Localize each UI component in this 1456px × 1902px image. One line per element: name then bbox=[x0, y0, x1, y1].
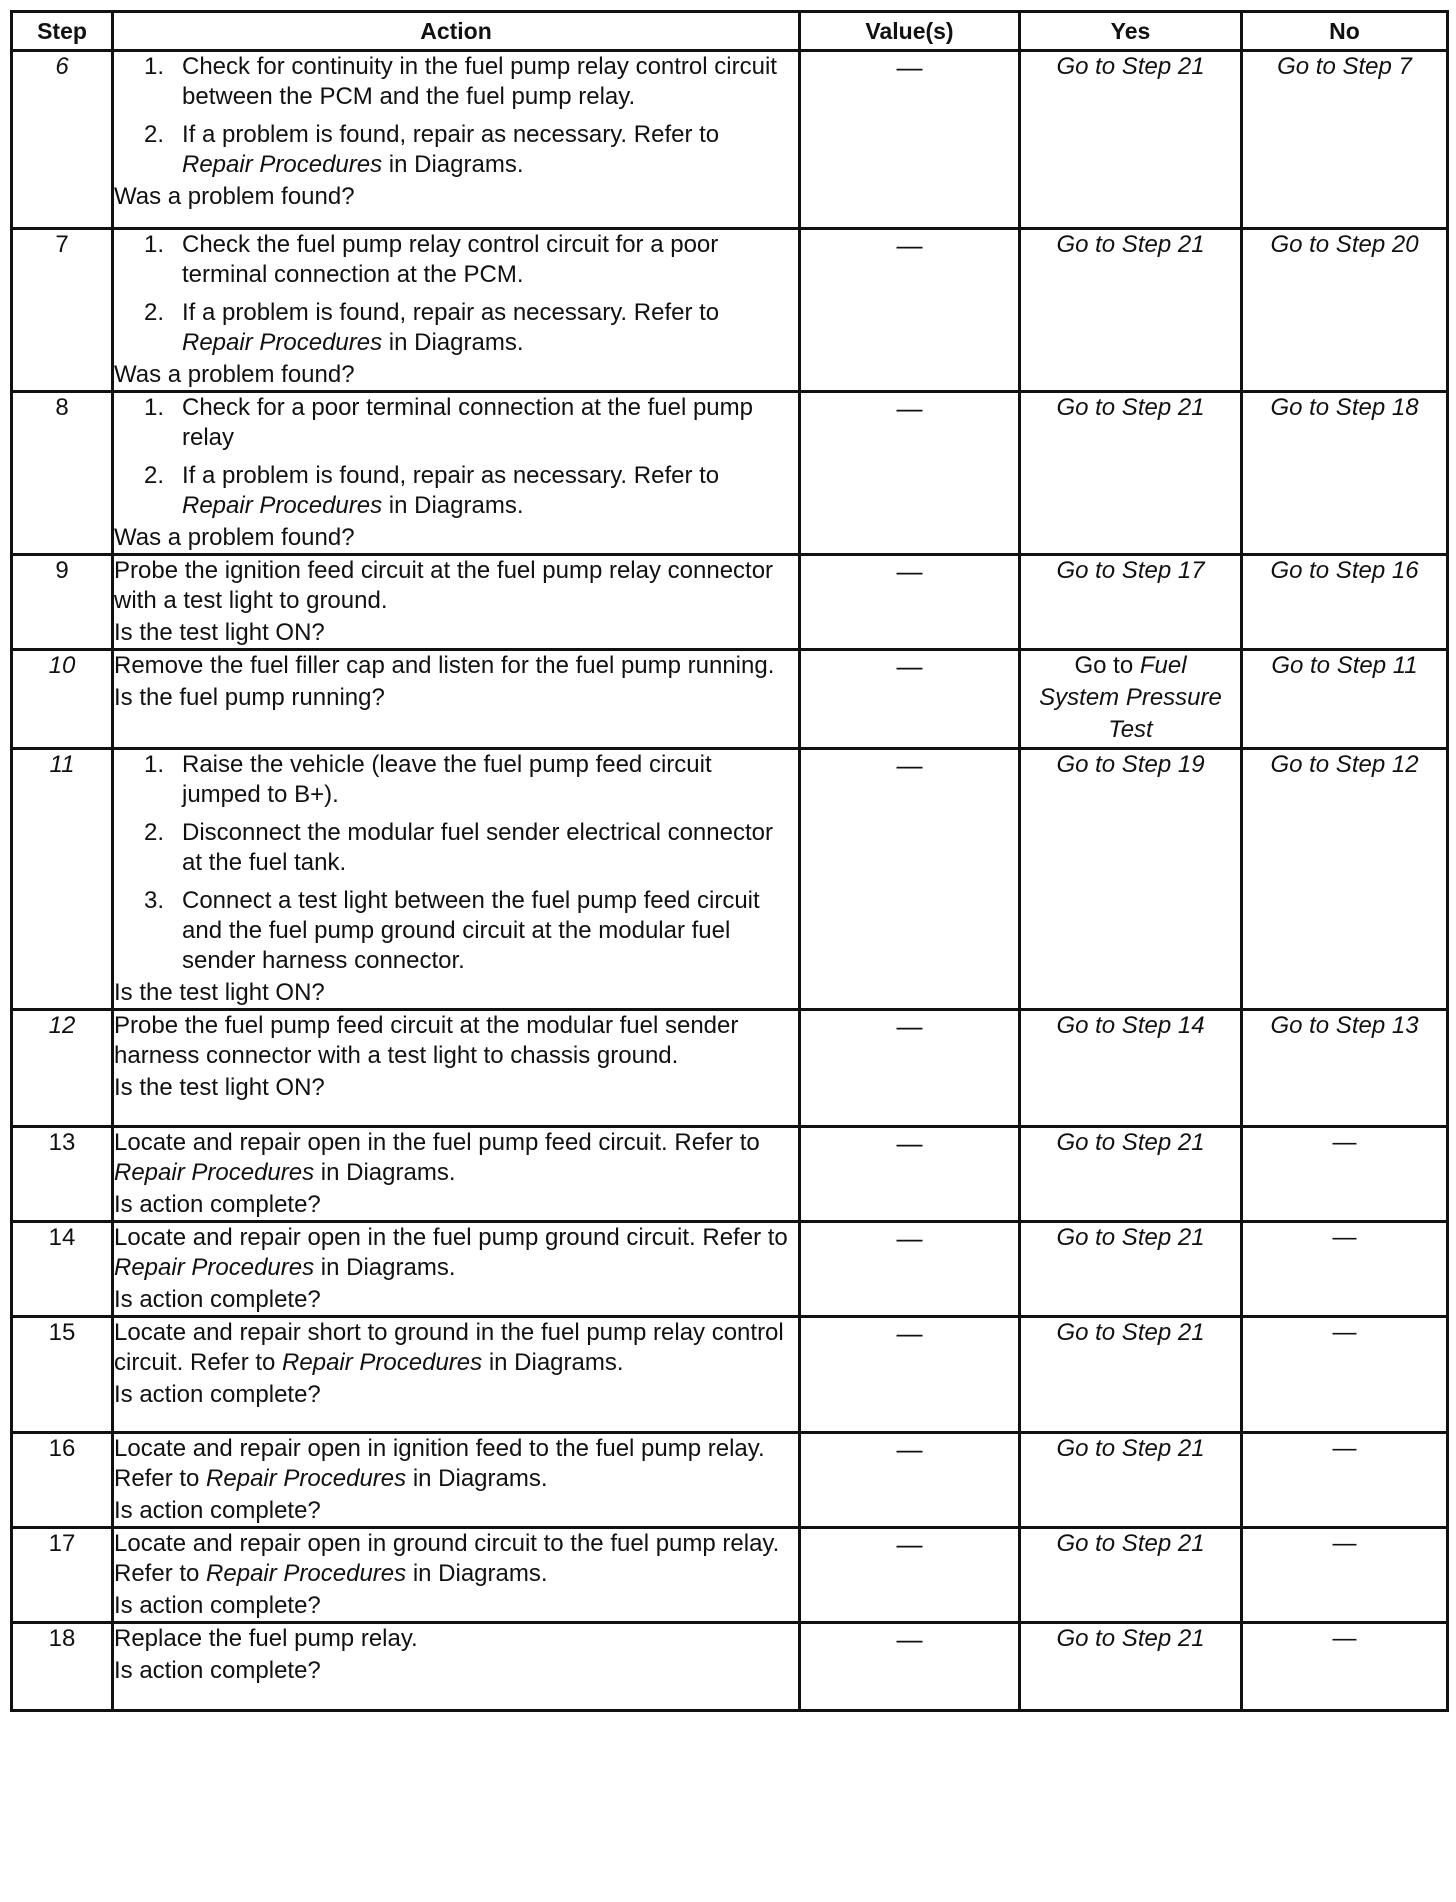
yes-content bbox=[1021, 1128, 1240, 1160]
action-cell bbox=[113, 650, 800, 749]
action-question: Is action complete? bbox=[114, 1657, 321, 1684]
action-question: Was a problem found? bbox=[114, 361, 355, 388]
action-question: Is action complete? bbox=[114, 1381, 321, 1408]
italic-reference: Repair Procedures bbox=[282, 1349, 483, 1376]
value-dash: — bbox=[896, 1318, 923, 1348]
action-steps-list bbox=[114, 52, 798, 180]
yes-content bbox=[1021, 750, 1240, 782]
yes-cell bbox=[1020, 51, 1242, 229]
action-content bbox=[114, 1128, 798, 1220]
table-row bbox=[12, 1623, 1448, 1711]
action-step bbox=[144, 298, 798, 358]
value-cell bbox=[800, 392, 1020, 555]
value-cell bbox=[800, 650, 1020, 749]
action-step-text: Check for continuity in the fuel pump relay control circuit between the PCM and the fuel pump relay. bbox=[182, 53, 777, 110]
action-step bbox=[144, 230, 798, 290]
yes-cell bbox=[1020, 1010, 1242, 1127]
value-dash: — bbox=[896, 556, 923, 586]
table-row bbox=[12, 392, 1448, 555]
no-content bbox=[1243, 393, 1446, 425]
table-row bbox=[12, 1317, 1448, 1433]
header-row bbox=[12, 12, 1448, 51]
no-dash: — bbox=[1332, 1129, 1357, 1156]
italic-reference: Repair Procedures bbox=[114, 1254, 315, 1281]
no-go-to-link[interactable]: Go to Step 20 bbox=[1270, 231, 1419, 258]
no-content bbox=[1243, 1529, 1446, 1561]
yes-content bbox=[1021, 1624, 1240, 1656]
step-number: 10 bbox=[12, 650, 113, 749]
yes-content bbox=[1021, 393, 1240, 425]
yes-cell bbox=[1020, 1317, 1242, 1433]
action-text: Locate and repair open in ignition feed to the fuel pump relay. Refer to Repair Procedures in Diagrams. bbox=[114, 1435, 765, 1492]
yes-go-to-link[interactable]: Go to Step 17 bbox=[1056, 557, 1205, 584]
yes-cell bbox=[1020, 650, 1242, 749]
value-cell bbox=[800, 1623, 1020, 1711]
yes-go-to-link[interactable]: Go to Step 21 bbox=[1056, 1435, 1205, 1462]
no-cell bbox=[1242, 650, 1448, 749]
no-content bbox=[1243, 1318, 1446, 1350]
header-step: Step bbox=[12, 12, 113, 51]
action-question: Is the fuel pump running? bbox=[114, 684, 385, 711]
table-row bbox=[12, 51, 1448, 229]
italic-reference: Fuel bbox=[1139, 652, 1187, 679]
value-dash: — bbox=[896, 393, 923, 423]
value-dash: — bbox=[896, 1529, 923, 1559]
action-cell bbox=[113, 1433, 800, 1528]
yes-cell bbox=[1020, 229, 1242, 392]
no-content bbox=[1243, 1223, 1446, 1255]
no-dash: — bbox=[1332, 1319, 1357, 1346]
no-cell bbox=[1242, 1528, 1448, 1623]
yes-go-to-link[interactable]: Go to Step 21 bbox=[1056, 53, 1205, 80]
action-step-number: 2. bbox=[144, 121, 165, 148]
value-dash: — bbox=[896, 1624, 923, 1654]
no-cell bbox=[1242, 1222, 1448, 1317]
italic-reference: Repair Procedures bbox=[182, 329, 383, 356]
action-step bbox=[144, 120, 798, 180]
yes-go-to-link[interactable]: Go to Step 19 bbox=[1056, 751, 1205, 778]
yes-go-to-link[interactable]: Go to Step 21 bbox=[1056, 1319, 1205, 1346]
yes-content bbox=[1021, 1011, 1240, 1043]
no-cell bbox=[1242, 1433, 1448, 1528]
table-row bbox=[12, 1433, 1448, 1528]
value-cell bbox=[800, 1433, 1020, 1528]
action-cell bbox=[113, 1623, 800, 1711]
value-dash: — bbox=[896, 1223, 923, 1253]
yes-go-to-link[interactable]: Go to Step 21 bbox=[1056, 1224, 1205, 1251]
action-question: Is the test light ON? bbox=[114, 619, 325, 646]
action-step bbox=[144, 393, 798, 453]
action-step-number: 1. bbox=[144, 394, 165, 421]
yes-content bbox=[1021, 1223, 1240, 1255]
action-step bbox=[144, 52, 798, 112]
action-question: Is the test light ON? bbox=[114, 979, 325, 1006]
action-step-text: Disconnect the modular fuel sender electrical connector at the fuel tank. bbox=[182, 819, 773, 876]
no-go-to-link[interactable]: Go to Step 16 bbox=[1270, 557, 1419, 584]
italic-reference: Repair Procedures bbox=[182, 151, 383, 178]
no-dash: — bbox=[1332, 1625, 1357, 1652]
value-cell bbox=[800, 1127, 1020, 1222]
no-go-to-link[interactable]: Go to Step 18 bbox=[1270, 394, 1419, 421]
no-content bbox=[1243, 52, 1446, 84]
value-cell bbox=[800, 749, 1020, 1010]
yes-go-to-link[interactable]: Go to Step 21 bbox=[1056, 231, 1205, 258]
action-text: Locate and repair open in ground circuit to the fuel pump relay. Refer to Repair Procedures in Diagrams. bbox=[114, 1530, 780, 1587]
yes-go-to-link[interactable]: Go to Step 21 bbox=[1056, 394, 1205, 421]
no-cell bbox=[1242, 749, 1448, 1010]
table-row bbox=[12, 1222, 1448, 1317]
action-step-text: Check for a poor terminal connection at the fuel pump relay bbox=[182, 394, 753, 451]
diagnostic-table bbox=[10, 10, 1449, 1712]
italic-reference: System Pressure bbox=[1039, 684, 1222, 711]
value-cell bbox=[800, 1528, 1020, 1623]
action-step-number: 1. bbox=[144, 231, 165, 258]
action-text: Locate and repair open in the fuel pump ground circuit. Refer to Repair Procedures in Diagrams. bbox=[114, 1224, 788, 1281]
yes-cell bbox=[1020, 392, 1242, 555]
yes-cell bbox=[1020, 749, 1242, 1010]
no-cell bbox=[1242, 1317, 1448, 1433]
action-text: Probe the fuel pump feed circuit at the modular fuel sender harness connector with a test light to chassis ground. bbox=[114, 1012, 739, 1069]
yes-link-line[interactable]: Go to Fuel bbox=[1074, 652, 1187, 679]
italic-reference: Repair Procedures bbox=[206, 1465, 407, 1492]
action-content bbox=[114, 1624, 798, 1686]
action-cell bbox=[113, 1317, 800, 1433]
yes-cell bbox=[1020, 1222, 1242, 1317]
action-steps-list bbox=[114, 230, 798, 358]
action-content bbox=[114, 393, 798, 553]
action-content bbox=[114, 1223, 798, 1315]
action-text: Replace the fuel pump relay. bbox=[114, 1625, 418, 1652]
action-step-number: 1. bbox=[144, 53, 165, 80]
action-step-text: If a problem is found, repair as necessary. Refer to Repair Procedures in Diagrams. bbox=[182, 462, 720, 519]
action-content bbox=[114, 52, 798, 212]
action-question: Is action complete? bbox=[114, 1286, 321, 1313]
no-content bbox=[1243, 556, 1446, 588]
no-cell bbox=[1242, 51, 1448, 229]
action-step-number: 2. bbox=[144, 299, 165, 326]
action-content bbox=[114, 1011, 798, 1103]
table-row bbox=[12, 749, 1448, 1010]
action-question: Is action complete? bbox=[114, 1497, 321, 1524]
action-step-number: 2. bbox=[144, 462, 165, 489]
no-go-to-link[interactable]: Go to Step 7 bbox=[1277, 53, 1412, 80]
action-step-text: Connect a test light between the fuel pump feed circuit and the fuel pump ground circuit at the modular fuel sender harness connector. bbox=[182, 887, 760, 974]
action-text: Locate and repair open in the fuel pump feed circuit. Refer to Repair Procedures in Diagrams. bbox=[114, 1129, 760, 1186]
no-cell bbox=[1242, 1623, 1448, 1711]
italic-reference: Test bbox=[1108, 716, 1153, 743]
action-step-text: Raise the vehicle (leave the fuel pump feed circuit jumped to B+). bbox=[182, 751, 712, 808]
action-question: Is the test light ON? bbox=[114, 1074, 325, 1101]
step-number: 16 bbox=[12, 1433, 113, 1528]
action-question: Is action complete? bbox=[114, 1191, 321, 1218]
table-row bbox=[12, 1528, 1448, 1623]
action-cell bbox=[113, 1127, 800, 1222]
yes-content bbox=[1021, 1434, 1240, 1466]
action-step-text: If a problem is found, repair as necessary. Refer to Repair Procedures in Diagrams. bbox=[182, 121, 720, 178]
yes-content bbox=[1021, 1318, 1240, 1350]
action-step-number: 2. bbox=[144, 819, 165, 846]
yes-go-to-link[interactable]: Go to Step 21 bbox=[1056, 1530, 1205, 1557]
yes-content bbox=[1021, 230, 1240, 262]
yes-content bbox=[1021, 651, 1240, 747]
header-values: Value(s) bbox=[800, 12, 1020, 51]
header-action: Action bbox=[113, 12, 800, 51]
no-cell bbox=[1242, 229, 1448, 392]
action-step bbox=[144, 461, 798, 521]
yes-go-to-link[interactable]: Go to Step 21 bbox=[1056, 1625, 1205, 1652]
value-cell bbox=[800, 51, 1020, 229]
action-step bbox=[144, 886, 798, 976]
yes-cell bbox=[1020, 1127, 1242, 1222]
step-number: 6 bbox=[12, 51, 113, 229]
action-step bbox=[144, 750, 798, 810]
no-go-to-link[interactable]: Go to Step 11 bbox=[1271, 652, 1418, 679]
yes-link-line[interactable] bbox=[1021, 715, 1240, 747]
yes-cell bbox=[1020, 1623, 1242, 1711]
action-cell bbox=[113, 555, 800, 650]
value-dash: — bbox=[896, 230, 923, 260]
step-number: 13 bbox=[12, 1127, 113, 1222]
no-content bbox=[1243, 651, 1446, 683]
no-dash: — bbox=[1332, 1224, 1357, 1251]
value-dash: — bbox=[896, 1128, 923, 1158]
no-content bbox=[1243, 750, 1446, 782]
header-yes: Yes bbox=[1020, 12, 1242, 51]
yes-content bbox=[1021, 52, 1240, 84]
action-step-text: Check the fuel pump relay control circuit for a poor terminal connection at the PCM. bbox=[182, 231, 719, 288]
action-text: Probe the ignition feed circuit at the fuel pump relay connector with a test light to ground. bbox=[114, 557, 774, 614]
yes-cell bbox=[1020, 1528, 1242, 1623]
action-step-number: 1. bbox=[144, 751, 165, 778]
action-content bbox=[114, 1529, 798, 1621]
action-content bbox=[114, 230, 798, 390]
step-number: 14 bbox=[12, 1222, 113, 1317]
no-dash: — bbox=[1332, 1435, 1357, 1462]
no-cell bbox=[1242, 1127, 1448, 1222]
yes-go-to-link[interactable]: Go to Step 21 bbox=[1056, 1129, 1205, 1156]
yes-content bbox=[1021, 1529, 1240, 1561]
action-cell bbox=[113, 749, 800, 1010]
value-dash: — bbox=[896, 1011, 923, 1041]
step-number: 8 bbox=[12, 392, 113, 555]
action-text: Locate and repair short to ground in the fuel pump relay control circuit. Refer to Repair Procedures in Diagrams. bbox=[114, 1319, 784, 1376]
no-content bbox=[1243, 1434, 1446, 1466]
no-content bbox=[1243, 1128, 1446, 1160]
yes-content bbox=[1021, 556, 1240, 588]
no-content bbox=[1243, 1624, 1446, 1656]
value-cell bbox=[800, 1010, 1020, 1127]
action-question: Was a problem found? bbox=[114, 183, 355, 210]
action-step bbox=[144, 818, 798, 878]
value-cell bbox=[800, 555, 1020, 650]
action-content bbox=[114, 750, 798, 1008]
value-cell bbox=[800, 1317, 1020, 1433]
no-cell bbox=[1242, 1010, 1448, 1127]
no-cell bbox=[1242, 392, 1448, 555]
no-go-to-link[interactable]: Go to Step 13 bbox=[1270, 1012, 1419, 1039]
table-row bbox=[12, 229, 1448, 392]
value-dash: — bbox=[896, 52, 923, 82]
action-step-number: 3. bbox=[144, 887, 165, 914]
step-number: 12 bbox=[12, 1010, 113, 1127]
table-body bbox=[12, 51, 1448, 1711]
yes-cell bbox=[1020, 1433, 1242, 1528]
action-question: Is action complete? bbox=[114, 1592, 321, 1619]
italic-reference: Repair Procedures bbox=[206, 1560, 407, 1587]
table-row bbox=[12, 1127, 1448, 1222]
no-content bbox=[1243, 230, 1446, 262]
action-content bbox=[114, 1318, 798, 1410]
action-content bbox=[114, 556, 798, 648]
action-cell bbox=[113, 392, 800, 555]
no-content bbox=[1243, 1011, 1446, 1043]
action-content bbox=[114, 1434, 798, 1526]
value-cell bbox=[800, 229, 1020, 392]
action-cell bbox=[113, 1528, 800, 1623]
table-row bbox=[12, 555, 1448, 650]
yes-link-line[interactable] bbox=[1021, 683, 1240, 715]
value-dash: — bbox=[896, 750, 923, 780]
yes-cell bbox=[1020, 555, 1242, 650]
action-steps-list bbox=[114, 393, 798, 521]
step-number: 17 bbox=[12, 1528, 113, 1623]
step-number: 15 bbox=[12, 1317, 113, 1433]
value-cell bbox=[800, 1222, 1020, 1317]
value-dash: — bbox=[896, 651, 923, 681]
italic-reference: Repair Procedures bbox=[182, 492, 383, 519]
step-number: 9 bbox=[12, 555, 113, 650]
action-cell bbox=[113, 229, 800, 392]
action-cell bbox=[113, 51, 800, 229]
table-row bbox=[12, 1010, 1448, 1127]
step-number: 11 bbox=[12, 749, 113, 1010]
no-cell bbox=[1242, 555, 1448, 650]
yes-go-to-link[interactable]: Go to Step 14 bbox=[1056, 1012, 1205, 1039]
action-steps-list bbox=[114, 750, 798, 976]
action-cell bbox=[113, 1010, 800, 1127]
no-go-to-link[interactable]: Go to Step 12 bbox=[1270, 751, 1419, 778]
step-number: 7 bbox=[12, 229, 113, 392]
action-cell bbox=[113, 1222, 800, 1317]
action-content bbox=[114, 651, 798, 713]
action-step-text: If a problem is found, repair as necessary. Refer to Repair Procedures in Diagrams. bbox=[182, 299, 720, 356]
no-dash: — bbox=[1332, 1530, 1357, 1557]
header-no: No bbox=[1242, 12, 1448, 51]
step-number: 18 bbox=[12, 1623, 113, 1711]
diagnostic-table-container bbox=[10, 10, 1449, 1712]
table-row bbox=[12, 650, 1448, 749]
action-text: Remove the fuel filler cap and listen for the fuel pump running. bbox=[114, 652, 775, 679]
action-question: Was a problem found? bbox=[114, 524, 355, 551]
value-dash: — bbox=[896, 1434, 923, 1464]
italic-reference: Repair Procedures bbox=[114, 1159, 315, 1186]
